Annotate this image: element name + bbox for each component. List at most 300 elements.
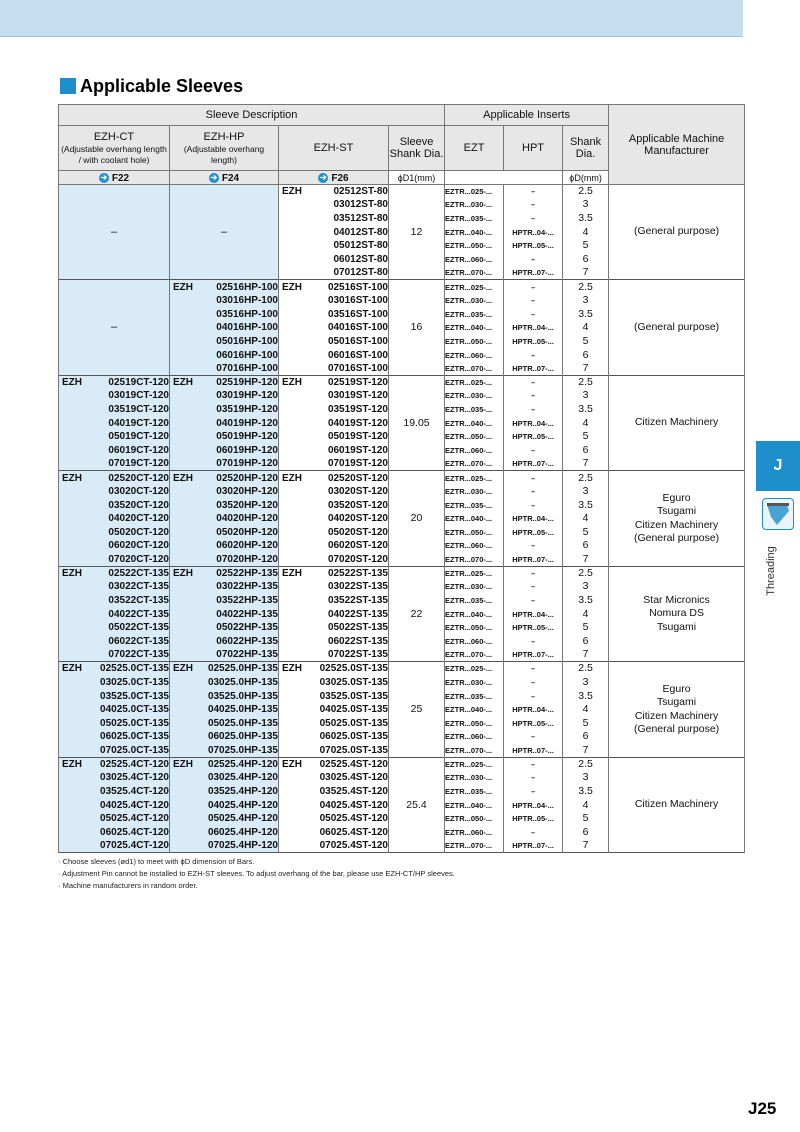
sleeve-code-hp: [170, 416, 279, 430]
shank-dia: 3: [563, 198, 609, 212]
insert-hpt: HPTR..05-...: [504, 430, 563, 444]
insert-hpt: HPTR..04-...: [504, 512, 563, 526]
sleeve-code-st: [279, 348, 389, 362]
sleeve-code: 05019CT-120: [108, 431, 169, 443]
title-square-icon: [60, 78, 76, 94]
header-sleeve-shank-dia: Sleeve Shank Dia.: [389, 126, 445, 171]
sleeve-code-hp: [170, 676, 279, 690]
sleeve-shank-dia: 19.05: [389, 375, 445, 470]
shank-dia: 4: [563, 798, 609, 812]
sleeve-code-ct: [59, 457, 170, 471]
shank-dia: 3: [563, 580, 609, 594]
sleeve-code-hp: [170, 512, 279, 526]
sleeve-code-st: [279, 730, 389, 744]
ct-none: –: [59, 185, 170, 280]
sleeve-code-ct: [59, 771, 170, 785]
header-ezh-ct: [59, 126, 170, 171]
sleeve-code-st: [279, 321, 389, 335]
header-ezh-hp-title: EZH-HP: [203, 130, 245, 143]
sleeve-code: 04020HP-120: [216, 513, 278, 525]
sleeve-code-hp: [170, 375, 279, 389]
sleeve-code: 02525.4ST-120: [319, 758, 388, 770]
machine-manufacturer: [609, 471, 745, 566]
insert-ezt: EZTR...070-...: [445, 266, 504, 280]
insert-ezt: EZTR...025-...: [445, 566, 504, 580]
manufacturer-name: Eguro: [662, 491, 691, 504]
machine-manufacturer: [609, 566, 745, 661]
insert-ezt: EZTR...040-...: [445, 607, 504, 621]
sleeve-code: 06020CT-120: [108, 540, 169, 552]
manufacturer-name: Citizen Machinery: [634, 798, 719, 811]
header-ezh-ct-sub: (Adjustable overhang length / with coolant hole): [61, 143, 167, 165]
sleeve-code: 07020CT-120: [108, 553, 169, 565]
sleeve-code-st: [279, 689, 389, 703]
shank-dia: 3.5: [563, 594, 609, 608]
section-title: [60, 75, 243, 97]
sleeve-code-hp: [170, 757, 279, 771]
insert-ezt: EZTR...030-...: [445, 294, 504, 308]
sleeve-code-st: [279, 307, 389, 321]
sleeve-code: 06025.0CT-135: [100, 731, 169, 743]
sleeve-code-hp: [170, 553, 279, 567]
sleeve-code-hp: [170, 444, 279, 458]
shank-dia: 5: [563, 716, 609, 730]
shank-dia: 6: [563, 539, 609, 553]
ref-f24-label: F24: [221, 172, 240, 184]
sleeve-code: 05022HP-135: [216, 622, 278, 634]
sleeve-code-hp: [170, 348, 279, 362]
sleeve-code-ct: [59, 716, 170, 730]
shank-dia: 7: [563, 362, 609, 376]
sleeve-code: 02525.0HP-135: [207, 663, 278, 675]
sleeve-code-hp: [170, 580, 279, 594]
shank-dia: 7: [563, 839, 609, 853]
sleeve-code: 07020HP-120: [216, 553, 278, 565]
prefix-label: EZH: [173, 472, 193, 484]
sleeve-code: 03522ST-135: [327, 595, 388, 607]
sleeve-code: 05025.0ST-135: [319, 717, 388, 729]
insert-hpt: HPTR..04-...: [504, 798, 563, 812]
sleeve-code-hp: [170, 689, 279, 703]
insert-hpt: –: [504, 471, 563, 485]
sleeve-code: 06022HP-135: [216, 635, 278, 647]
shank-dia: 6: [563, 730, 609, 744]
table-row: [59, 471, 745, 485]
ref-f26-label: F26: [331, 172, 349, 184]
sleeve-code-hp: [170, 321, 279, 335]
machine-manufacturer: [609, 757, 745, 852]
sleeve-code-hp: [170, 785, 279, 799]
sleeve-code-st: [279, 198, 389, 212]
sleeve-code: 07019ST-120: [327, 458, 388, 470]
sleeve-shank-dia: 12: [389, 185, 445, 280]
sleeve-code-hp: [170, 621, 279, 635]
sleeve-code-ct: [59, 785, 170, 799]
insert-ezt: EZTR...035-...: [445, 212, 504, 226]
insert-ezt: EZTR...050-...: [445, 812, 504, 826]
insert-hpt: –: [504, 635, 563, 649]
sleeve-code-ct: [59, 607, 170, 621]
insert-ezt: EZTR...050-...: [445, 239, 504, 253]
insert-ezt: EZTR...025-...: [445, 757, 504, 771]
insert-ezt: EZTR...070-...: [445, 362, 504, 376]
manufacturer-name: Star Micronics: [643, 593, 710, 606]
table-row: [59, 566, 745, 580]
insert-hpt: HPTR..05-...: [504, 239, 563, 253]
sleeve-code-st: [279, 266, 389, 280]
prefix-label: EZH: [282, 663, 302, 675]
sleeve-code-st: [279, 771, 389, 785]
insert-hpt: –: [504, 566, 563, 580]
footnote: · Adjustment Pin cannot be installed to EZH-ST sleeves. To adjust overhang of the bar, please use EZH-CT/HP sleeves.: [58, 869, 455, 878]
insert-hpt: –: [504, 826, 563, 840]
sleeve-code: 05012ST-80: [333, 240, 388, 252]
sleeve-code-ct: [59, 635, 170, 649]
insert-hpt: –: [504, 580, 563, 594]
prefix-label: EZH: [62, 377, 82, 389]
sleeve-code: 03016ST-100: [327, 294, 388, 306]
sleeve-code: 07025.4CT-120: [100, 840, 169, 852]
sleeve-code-st: [279, 403, 389, 417]
sleeve-code: 03020HP-120: [216, 485, 278, 497]
insert-hpt: –: [504, 185, 563, 199]
insert-ezt: EZTR...040-...: [445, 416, 504, 430]
sleeve-code: 07025.4HP-120: [207, 840, 278, 852]
prefix-label: EZH: [62, 472, 82, 484]
sleeve-code: 05020CT-120: [108, 526, 169, 538]
sleeve-code-ct: [59, 580, 170, 594]
table-row: [59, 280, 745, 294]
sleeve-code: 06016ST-100: [327, 349, 388, 361]
sleeve-code: 03525.4ST-120: [319, 786, 388, 797]
sleeve-code: 02520CT-120: [108, 472, 169, 484]
sleeve-code: 04020ST-120: [327, 513, 388, 525]
insert-ezt: EZTR...035-...: [445, 403, 504, 417]
unit-blank: [445, 171, 563, 185]
shank-dia: 2.5: [563, 375, 609, 389]
shank-dia: 4: [563, 607, 609, 621]
sleeve-code-st: [279, 444, 389, 458]
prefix-label: EZH: [282, 186, 302, 198]
sleeve-code: 05016ST-100: [327, 335, 388, 347]
prefix-label: EZH: [282, 758, 302, 770]
prefix-label: EZH: [282, 281, 302, 293]
insert-hpt: –: [504, 212, 563, 226]
prefix-label: EZH: [173, 758, 193, 770]
shank-dia: 5: [563, 526, 609, 540]
sleeve-code-st: [279, 716, 389, 730]
sleeve-code: 04020CT-120: [108, 513, 169, 525]
sleeve-code: 05022CT-135: [108, 622, 169, 634]
sleeve-code: 03520ST-120: [327, 499, 388, 511]
sleeve-code: 04019ST-120: [327, 417, 388, 429]
shank-dia: 7: [563, 553, 609, 567]
insert-ezt: EZTR...060-...: [445, 444, 504, 458]
shank-dia: 4: [563, 512, 609, 526]
sleeve-code: 05025.4ST-120: [319, 813, 388, 825]
insert-ezt: EZTR...050-...: [445, 526, 504, 540]
prefix-label: EZH: [173, 377, 193, 389]
sleeve-code-st: [279, 362, 389, 376]
sleeve-code-ct: [59, 512, 170, 526]
manufacturer-name: Tsugami: [657, 696, 697, 709]
sleeve-code: 03516ST-100: [327, 308, 388, 320]
sleeve-code: 03016HP-100: [216, 294, 278, 306]
sleeve-code: 06025.4HP-120: [207, 826, 278, 838]
hp-none: –: [170, 185, 279, 280]
page-number: J25: [748, 1099, 777, 1118]
header-ezh-hp-sub: (Adjustable overhang length): [183, 143, 265, 165]
shank-dia: 4: [563, 703, 609, 717]
sleeve-code: 05019HP-120: [216, 431, 278, 443]
insert-hpt: –: [504, 280, 563, 294]
insert-ezt: EZTR...060-...: [445, 539, 504, 553]
insert-ezt: EZTR...025-...: [445, 662, 504, 676]
insert-ezt: EZTR...030-...: [445, 676, 504, 690]
sleeve-code: 03512ST-80: [333, 213, 388, 225]
sleeve-code: 07025.0ST-135: [319, 744, 388, 756]
shank-dia: 3.5: [563, 689, 609, 703]
sleeve-code-hp: [170, 607, 279, 621]
sleeve-code-hp: [170, 389, 279, 403]
insert-ezt: EZTR...025-...: [445, 471, 504, 485]
insert-hpt: HPTR..07-...: [504, 362, 563, 376]
shank-dia: 3.5: [563, 785, 609, 799]
sleeve-code: 07022CT-135: [108, 649, 169, 661]
sleeve-code-ct: [59, 471, 170, 485]
shank-dia: 5: [563, 239, 609, 253]
sleeve-code: 04022HP-135: [216, 608, 278, 620]
sleeve-code: 02522HP-135: [216, 568, 278, 579]
ref-f26-link[interactable]: [279, 171, 389, 185]
sleeve-code-st: [279, 239, 389, 253]
header-ezh-st: EZH-ST: [279, 126, 389, 171]
prefix-label: EZH: [62, 663, 82, 675]
sleeve-code: 04025.0ST-135: [319, 704, 388, 716]
shank-dia: 3: [563, 294, 609, 308]
sleeve-code: 04022ST-135: [327, 608, 388, 620]
sleeve-code: 04019HP-120: [216, 417, 278, 429]
shank-dia: 2.5: [563, 566, 609, 580]
insert-ezt: EZTR...030-...: [445, 485, 504, 499]
insert-hpt: HPTR..04-...: [504, 225, 563, 239]
sleeve-code-ct: [59, 416, 170, 430]
sleeve-code: 06020HP-120: [216, 540, 278, 552]
sleeve-code-hp: [170, 730, 279, 744]
insert-hpt: –: [504, 444, 563, 458]
footnote: · Machine manufacturers in random order.: [58, 881, 198, 890]
insert-hpt: –: [504, 785, 563, 799]
insert-hpt: HPTR..07-...: [504, 648, 563, 662]
insert-ezt: EZTR...035-...: [445, 689, 504, 703]
sleeve-code-st: [279, 212, 389, 226]
sleeve-code-hp: [170, 648, 279, 662]
sleeve-code-st: [279, 375, 389, 389]
insert-ezt: EZTR...060-...: [445, 348, 504, 362]
sleeve-code: 07016HP-100: [216, 362, 278, 374]
sleeve-code-ct: [59, 444, 170, 458]
insert-hpt: HPTR..07-...: [504, 553, 563, 567]
sleeve-code: 02519CT-120: [108, 377, 169, 389]
sleeve-code: 07019CT-120: [108, 458, 169, 470]
sleeve-code-ct: [59, 553, 170, 567]
insert-ezt: EZTR...070-...: [445, 648, 504, 662]
sleeve-shank-dia: 16: [389, 280, 445, 375]
sleeve-code-st: [279, 798, 389, 812]
manufacturer-name: Citizen Machinery: [634, 709, 719, 722]
prefix-label: EZH: [173, 663, 193, 675]
shank-dia: 7: [563, 744, 609, 758]
sleeves-table: [58, 104, 745, 853]
insert-ezt: EZTR...025-...: [445, 375, 504, 389]
sleeve-code-ct: [59, 648, 170, 662]
insert-ezt: EZTR...050-...: [445, 716, 504, 730]
prefix-label: EZH: [282, 377, 302, 389]
ref-f24-link[interactable]: [170, 171, 279, 185]
sleeve-code-st: [279, 225, 389, 239]
insert-hpt: –: [504, 757, 563, 771]
sleeve-code: 02512ST-80: [333, 186, 388, 198]
sleeve-code-st: [279, 662, 389, 676]
sleeve-code-st: [279, 744, 389, 758]
sleeve-code-hp: [170, 294, 279, 308]
header-shank-dia: Shank Dia.: [563, 126, 609, 171]
sleeve-code-st: [279, 580, 389, 594]
sleeve-code: 03525.4HP-120: [207, 786, 278, 797]
sleeve-code: 07025.0CT-135: [100, 744, 169, 756]
insert-ezt: EZTR...070-...: [445, 553, 504, 567]
header-ezh-ct-title: EZH-CT: [93, 130, 135, 143]
insert-ezt: EZTR...035-...: [445, 498, 504, 512]
sleeve-code-st: [279, 457, 389, 471]
insert-hpt: HPTR..07-...: [504, 266, 563, 280]
sleeve-code-st: [279, 512, 389, 526]
sleeve-code-ct: [59, 812, 170, 826]
sleeve-code-hp: [170, 566, 279, 580]
sleeve-code: 03012ST-80: [333, 199, 388, 211]
header-sleeve-description: Sleeve Description: [59, 105, 445, 126]
sleeve-code: 05016HP-100: [216, 335, 278, 347]
sleeve-code-st: [279, 526, 389, 540]
sleeve-code-st: [279, 253, 389, 267]
sleeve-code: 06019ST-120: [327, 444, 388, 456]
sleeve-code-hp: [170, 430, 279, 444]
sleeve-code: 02525.0ST-135: [319, 663, 388, 675]
sleeve-code: 03019CT-120: [108, 390, 169, 402]
sleeve-code-hp: [170, 335, 279, 349]
sleeve-code-hp: [170, 744, 279, 758]
sleeve-code-hp: [170, 839, 279, 853]
sleeve-code-st: [279, 416, 389, 430]
sleeve-code: 04016ST-100: [327, 322, 388, 334]
table-row: [59, 757, 745, 771]
insert-ezt: EZTR...035-...: [445, 594, 504, 608]
shank-dia: 6: [563, 826, 609, 840]
sleeve-code: 04016HP-100: [216, 322, 278, 334]
sleeve-code: 07022ST-135: [327, 649, 388, 661]
ref-f22-link[interactable]: [59, 171, 170, 185]
insert-ezt: EZTR...050-...: [445, 621, 504, 635]
machine-manufacturer: [609, 375, 745, 470]
insert-ezt: EZTR...035-...: [445, 785, 504, 799]
sleeve-code: 03522CT-135: [108, 595, 169, 607]
sleeve-code-ct: [59, 689, 170, 703]
table-row: [59, 185, 745, 199]
sleeve-shank-dia: 25.4: [389, 757, 445, 852]
insert-hpt: –: [504, 389, 563, 403]
sleeve-code: 02519HP-120: [216, 377, 278, 389]
table-row: [59, 662, 745, 676]
insert-hpt: –: [504, 662, 563, 676]
shank-dia: 7: [563, 266, 609, 280]
sleeve-code-ct: [59, 839, 170, 853]
insert-hpt: HPTR..07-...: [504, 839, 563, 853]
sleeve-code-ct: [59, 798, 170, 812]
sleeve-code-hp: [170, 526, 279, 540]
sleeve-code-ct: [59, 498, 170, 512]
sleeve-code: 03519ST-120: [327, 404, 388, 416]
insert-hpt: –: [504, 676, 563, 690]
sleeve-code: 03519HP-120: [216, 404, 278, 416]
sleeve-code-hp: [170, 307, 279, 321]
sleeve-code: 07012ST-80: [333, 267, 388, 279]
sleeve-code: 02516ST-100: [327, 281, 388, 293]
insert-ezt: EZTR...050-...: [445, 335, 504, 349]
sleeve-code: 02522ST-135: [327, 568, 388, 579]
sleeve-code: 05025.0HP-135: [207, 717, 278, 729]
shank-dia: 2.5: [563, 757, 609, 771]
sleeve-code: 07020ST-120: [327, 553, 388, 565]
shank-dia: 3.5: [563, 498, 609, 512]
section-tab-j[interactable]: J: [756, 441, 800, 491]
sleeve-code-hp: [170, 594, 279, 608]
manufacturer-name: Nomura DS: [649, 607, 704, 620]
shank-dia: 7: [563, 648, 609, 662]
sleeve-code: 06016HP-100: [216, 349, 278, 361]
shank-dia: 6: [563, 635, 609, 649]
header-applicable-inserts: Applicable Inserts: [445, 105, 609, 126]
shank-dia: 4: [563, 416, 609, 430]
sleeve-code-hp: [170, 635, 279, 649]
insert-hpt: HPTR..05-...: [504, 621, 563, 635]
sleeve-code: 04012ST-80: [333, 226, 388, 238]
sleeve-code-ct: [59, 757, 170, 771]
shank-dia: 5: [563, 812, 609, 826]
shank-dia: 2.5: [563, 280, 609, 294]
shank-dia: 3.5: [563, 403, 609, 417]
sleeve-code: 03525.0ST-135: [319, 690, 388, 702]
sleeve-code-ct: [59, 375, 170, 389]
sleeve-code: 03019HP-120: [216, 390, 278, 402]
insert-ezt: EZTR...025-...: [445, 280, 504, 294]
sleeve-code: 06022CT-135: [108, 635, 169, 647]
arrow-right-icon: ➔: [210, 172, 218, 182]
sleeve-code-ct: [59, 730, 170, 744]
sleeve-code: 06025.0HP-135: [207, 731, 278, 743]
sleeve-code: 07025.0HP-135: [207, 744, 278, 756]
sleeve-code-st: [279, 566, 389, 580]
sleeve-code-ct: [59, 430, 170, 444]
shank-dia: 2.5: [563, 185, 609, 199]
sleeve-code: 03022CT-135: [108, 581, 169, 593]
sleeve-code: 03022ST-135: [327, 581, 388, 593]
manufacturer-name: (General purpose): [633, 225, 720, 238]
sleeve-code-st: [279, 648, 389, 662]
sleeve-code-st: [279, 280, 389, 294]
footnote: · Choose sleeves (ød1) to meet with ϕD dimension of Bars.: [58, 857, 255, 866]
prefix-label: EZH: [282, 568, 302, 579]
sleeve-code-st: [279, 539, 389, 553]
